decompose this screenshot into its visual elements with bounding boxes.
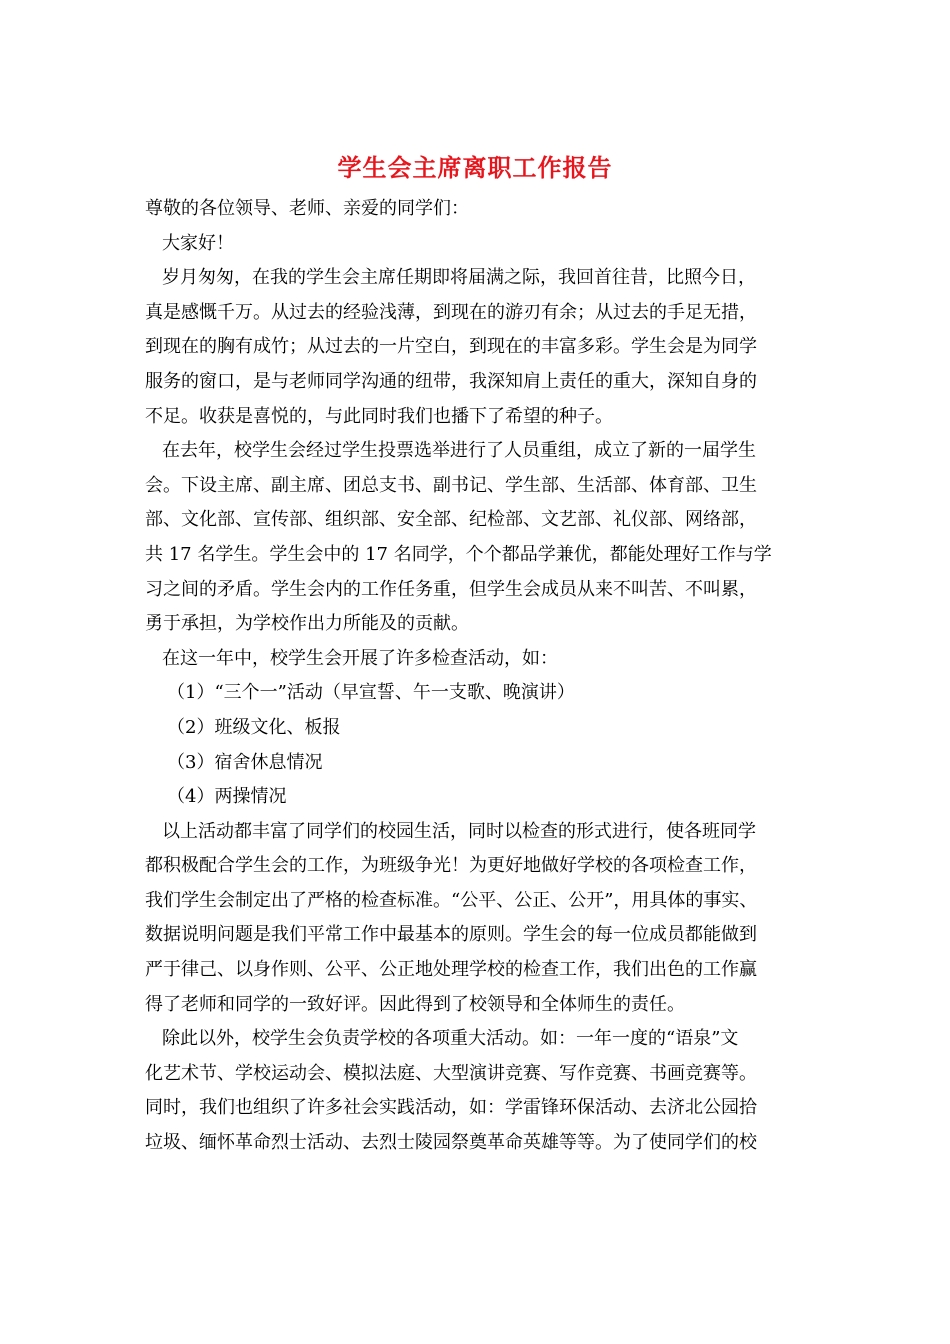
text-line: 尊敬的各位领导、老师、亲爱的同学们： — [145, 198, 469, 219]
text-line: 在这一年中，校学生会开展了许多检查活动，如： — [162, 647, 558, 669]
text-line: 到现在的胸有成竹；从过去的一片空白，到现在的丰富多彩。学生会是为同学 — [145, 336, 757, 358]
text-line: 在去年，校学生会经过学生投票选举进行了人员重组，成立了新的一届学生 — [162, 440, 756, 462]
text-line: 部、文化部、宣传部、组织部、安全部、纪检部、文艺部、礼仪部、网络部， — [145, 509, 757, 531]
text-line: 勇于承担，为学校作出力所能及的贡献。 — [145, 613, 469, 635]
text-line: 服务的窗口，是与老师同学沟通的纽带，我深知肩上责任的重大，深知自身的 — [145, 370, 757, 392]
list-item: （3）宿舍休息情况 — [167, 751, 323, 773]
text-line: 化艺术节、学校运动会、模拟法庭、大型演讲竞赛、写作竞赛、书画竞赛等。 — [145, 1062, 757, 1084]
text-line: 得了老师和同学的一致好评。因此得到了校领导和全体师生的责任。 — [145, 993, 685, 1015]
text-line: 同时，我们也组织了许多社会实践活动，如：学雷锋环保活动、去济北公园拾 — [145, 1097, 757, 1119]
text-line: 共 17 名学生。学生会中的 17 名同学，个个都品学兼优，都能处理好工作与学 — [145, 543, 772, 565]
text-line: 习之间的矛盾。学生会内的工作任务重，但学生会成员从来不叫苦、不叫累， — [145, 578, 757, 600]
text-line: 都积极配合学生会的工作，为班级争光！为更好地做好学校的各项检查工作， — [145, 855, 757, 877]
text-line: 垃圾、缅怀革命烈士活动、去烈士陵园祭奠革命英雄等等。为了使同学们的校 — [145, 1132, 757, 1154]
list-item: （2）班级文化、板报 — [167, 716, 341, 738]
text-line: 真是感慨千万。从过去的经验浅薄，到现在的游刃有余；从过去的手足无措， — [145, 301, 757, 323]
text-line: 以上活动都丰富了同学们的校园生活，同时以检查的形式进行，使各班同学 — [162, 820, 756, 842]
text-line: 大家好！ — [162, 232, 234, 254]
text-line: 严于律己、以身作则、公平、公正地处理学校的检查工作，我们出色的工作赢 — [145, 959, 757, 981]
document-body — [145, 192, 813, 1161]
text-line: 数据说明问题是我们平常工作中最基本的原则。学生会的每一位成员都能做到 — [145, 924, 757, 946]
text-line: 会。下设主席、副主席、团总支书、副书记、学生部、生活部、体育部、卫生 — [145, 474, 757, 496]
text-line: 岁月匆匆，在我的学生会主席任期即将届满之际，我回首往昔，比照今日， — [162, 267, 756, 289]
document-title: 学生会主席离职工作报告 — [337, 153, 613, 182]
list-item: （4）两操情况 — [167, 786, 287, 808]
text-line: 我们学生会制定出了严格的检查标准。“公平、公正、公开”，用具体的事实、 — [145, 889, 758, 911]
text-line: 不足。收获是喜悦的，与此同时我们也播下了希望的种子。 — [145, 405, 613, 427]
list-item: （1）“三个一”活动（早宣誓、午一支歌、晚演讲） — [167, 682, 575, 704]
text-line: 除此以外，校学生会负责学校的各项重大活动。如：一年一度的“语泉”文 — [162, 1028, 739, 1050]
